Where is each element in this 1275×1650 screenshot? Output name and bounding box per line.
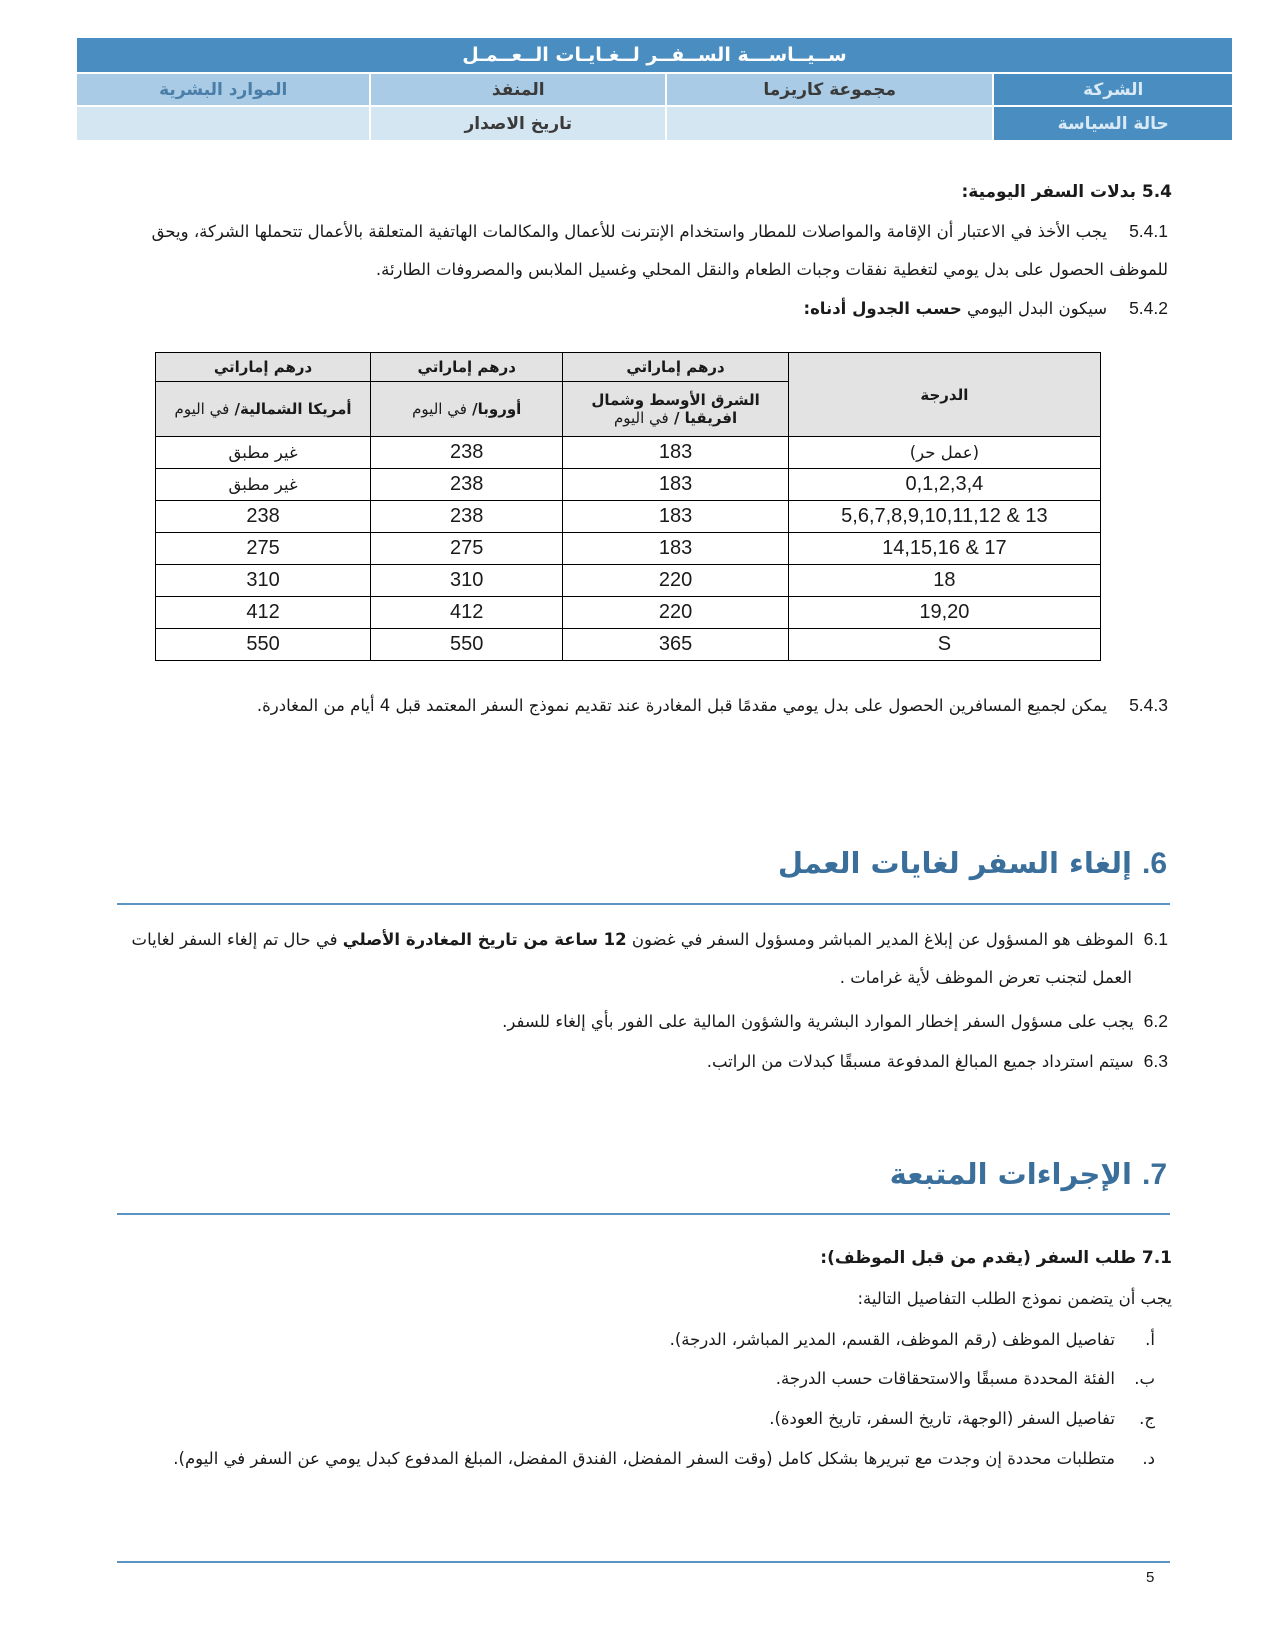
- mena-cell: 183: [563, 437, 788, 469]
- header-row-company: [77, 74, 1232, 105]
- europe-header-per-day: في اليوم: [412, 400, 467, 418]
- grade-cell: 5,6,7,8,9,10,11,12 & 13: [788, 501, 1100, 533]
- list-marker: ب.: [1134, 1369, 1155, 1388]
- mena-header-region: افريقيا /: [673, 409, 738, 427]
- policy-title: ســيــاســـة الســفــر لــغـايـات الــعــمـل: [77, 38, 1232, 72]
- paragraph-number: 6.1: [1143, 929, 1168, 949]
- section-title: إلغاء السفر لغايات العمل: [777, 846, 1132, 880]
- section-number: 6.: [1141, 847, 1167, 880]
- mena-header: [563, 382, 788, 437]
- mena-header-line2: [563, 409, 787, 427]
- na-header: [156, 382, 371, 437]
- paragraph-6-1: [108, 920, 1168, 997]
- na-header-per-day: في اليوم: [174, 400, 230, 418]
- list-item-text: تفاصيل السفر (الوجهة، تاريخ السفر، تاريخ العودة).: [769, 1409, 1115, 1428]
- paragraph-text: سيكون البدل اليومي: [961, 299, 1108, 318]
- list-marker: د.: [1142, 1449, 1155, 1468]
- currency-header-europe: درهم إماراتي: [371, 353, 563, 382]
- paragraph-6-2: [108, 1002, 1168, 1041]
- company-value: مجموعة كاريزما: [667, 74, 992, 105]
- status-label: حالة السياسة: [994, 107, 1232, 140]
- footer-divider: [117, 1561, 1170, 1563]
- mena-header-per-day: في اليوم: [613, 409, 669, 427]
- paragraph-bold-text: حسب الجدول أدناه:: [803, 299, 962, 318]
- mena-header-line1: الشرق الأوسط وشمال: [591, 391, 760, 409]
- paragraph-text: يجب الأخذ في الاعتبار أن الإقامة والمواصلات للمطار واستخدام الإنترنت للأعمال والمكالمات الهاتفية المتعلقة بالأعمال تتحملها الشركة، ويحق للموظف الحصول على بدل يومي لتغطية نفقات وجبات الطعام والنقل المحلي وغسيل الملابس والمصروفات الطارئة.: [151, 222, 1168, 279]
- paragraph-number: 5.4.2: [1129, 298, 1168, 318]
- grade-cell: 18: [788, 565, 1100, 597]
- europe-header: [371, 382, 563, 437]
- na-header-region: أمريكا الشمالية/: [234, 400, 352, 418]
- policy-header: [77, 38, 1232, 140]
- company-label: الشركة: [994, 74, 1232, 105]
- header-row-status: [77, 107, 1232, 140]
- na-cell: 310: [156, 565, 371, 597]
- europe-cell: 550: [371, 629, 563, 661]
- table-header-row: [156, 353, 1101, 382]
- list-marker: ج.: [1139, 1409, 1155, 1428]
- mena-cell: 220: [563, 565, 788, 597]
- europe-cell: 310: [371, 565, 563, 597]
- europe-cell: 412: [371, 597, 563, 629]
- executor-value: الموارد البشرية: [77, 74, 369, 105]
- paragraph-text: الموظف هو المسؤول عن إبلاغ المدير المباشر ومسؤول السفر في غضون: [626, 930, 1134, 949]
- section-title: الإجراءات المتبعة: [889, 1157, 1132, 1191]
- grade-cell: S: [788, 629, 1100, 661]
- grade-cell: 0,1,2,3,4: [788, 469, 1100, 501]
- currency-header-na: درهم إماراتي: [156, 353, 371, 382]
- table-row: [156, 469, 1101, 501]
- mena-cell: 183: [563, 501, 788, 533]
- na-cell: 550: [156, 629, 371, 661]
- table-row: [156, 597, 1101, 629]
- requirements-lead: يجب أن يتضمن نموذج الطلب التفاصيل التالية:: [857, 1289, 1172, 1308]
- paragraph-text-cont: في حال تم إلغاء السفر لغايات: [131, 930, 343, 949]
- issue-date-label: تاريخ الاصدار: [371, 107, 664, 140]
- issue-date-value: [77, 107, 369, 140]
- europe-cell: 238: [371, 437, 563, 469]
- section-number: 7.: [1141, 1158, 1167, 1191]
- na-cell: غير مطبق: [156, 437, 371, 469]
- table-row: [156, 533, 1101, 565]
- daily-allowance-table: [155, 352, 1101, 661]
- europe-header-region: أوروبا/: [472, 400, 522, 418]
- paragraph-text: سيتم استرداد جميع المبالغ المدفوعة مسبقًا كبدلات من الراتب.: [706, 1052, 1134, 1071]
- paragraph-text: يجب على مسؤول السفر إخطار الموارد البشرية والشؤون المالية على الفور بأي إلغاء للسفر.: [502, 1012, 1134, 1031]
- list-item-text: الفئة المحددة مسبقًا والاستحقاقات حسب الدرجة.: [775, 1369, 1115, 1388]
- paragraph-5-4-1: [88, 212, 1168, 289]
- grade-cell: (عمل حر): [788, 437, 1100, 469]
- mena-cell: 183: [563, 533, 788, 565]
- table-row: [156, 565, 1101, 597]
- section-5-4-heading: 5.4 بدلات السفر اليومية:: [961, 182, 1172, 202]
- na-cell: 238: [156, 501, 371, 533]
- paragraph-6-3: [108, 1042, 1168, 1081]
- section-divider: [117, 1213, 1170, 1215]
- section-7-1-heading: 7.1 طلب السفر (يقدم من قبل الموظف):: [820, 1248, 1172, 1268]
- paragraph-bold-text: 12 ساعة من تاريخ المغادرة الأصلي: [342, 930, 627, 949]
- list-item: [670, 1330, 1155, 1349]
- europe-cell: 238: [371, 501, 563, 533]
- paragraph-number: 5.4.3: [1129, 695, 1168, 715]
- list-item-text: متطلبات محددة إن وجدت مع تبريرها بشكل كامل (وقت السفر المفضل، الفندق المفضل، المبلغ المدفوع كبدل يومي عن السفر في اليوم).: [173, 1449, 1115, 1468]
- table-row: [156, 629, 1101, 661]
- na-cell: 275: [156, 533, 371, 565]
- paragraph-5-4-2: [88, 289, 1168, 328]
- paragraph-number: 5.4.1: [1129, 221, 1168, 241]
- europe-cell: 238: [371, 469, 563, 501]
- mena-cell: 220: [563, 597, 788, 629]
- europe-cell: 275: [371, 533, 563, 565]
- paragraph-5-4-3: [88, 686, 1168, 725]
- section-7-heading: [890, 1157, 1167, 1192]
- list-item: [173, 1449, 1155, 1468]
- mena-cell: 365: [563, 629, 788, 661]
- table-row: [156, 437, 1101, 469]
- status-value: [667, 107, 992, 140]
- paragraph-number: 6.3: [1143, 1051, 1168, 1071]
- list-marker: أ.: [1145, 1330, 1155, 1349]
- page-number: 5: [1146, 1569, 1155, 1586]
- list-item: [776, 1369, 1155, 1388]
- list-item: [769, 1409, 1155, 1428]
- currency-header-mena: درهم إماراتي: [563, 353, 788, 382]
- grade-cell: 14,15,16 & 17: [788, 533, 1100, 565]
- paragraph-text: يمكن لجميع المسافرين الحصول على بدل يومي مقدمًا قبل المغادرة عند تقديم نموذج السفر المعتمد قبل 4 أيام من المغادرة.: [256, 696, 1108, 715]
- section-6-heading: [778, 846, 1167, 881]
- grade-header: الدرجة: [788, 353, 1100, 437]
- na-cell: غير مطبق: [156, 469, 371, 501]
- executor-label: المنفذ: [371, 74, 664, 105]
- table-row: [156, 501, 1101, 533]
- section-divider: [117, 903, 1170, 905]
- mena-cell: 183: [563, 469, 788, 501]
- paragraph-text-line2: العمل لتجنب تعرض الموظف لأية غرامات .: [839, 968, 1132, 987]
- grade-cell: 19,20: [788, 597, 1100, 629]
- paragraph-number: 6.2: [1143, 1011, 1168, 1031]
- list-item-text: تفاصيل الموظف (رقم الموظف، القسم، المدير المباشر، الدرجة).: [669, 1330, 1115, 1349]
- na-cell: 412: [156, 597, 371, 629]
